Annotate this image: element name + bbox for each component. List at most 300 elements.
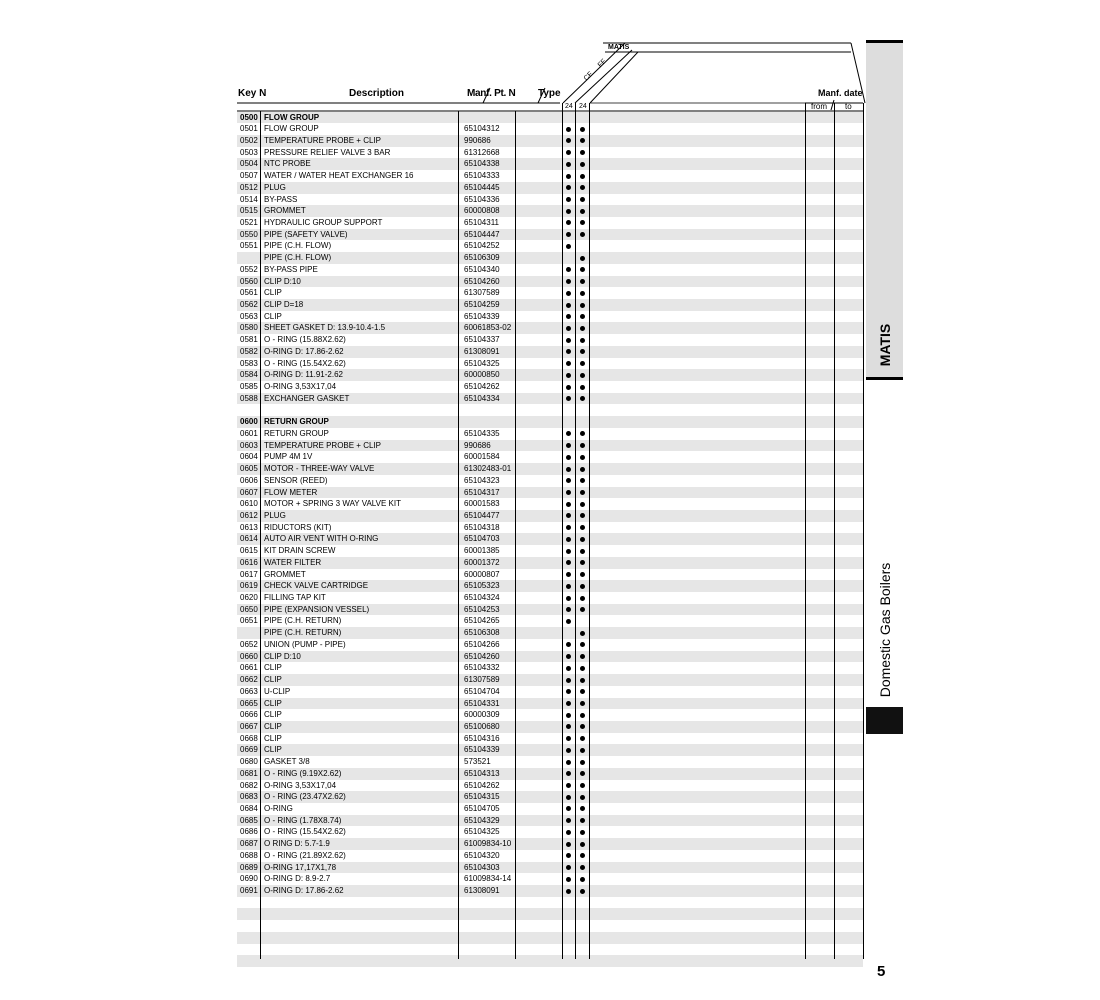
part-number-cell: 60000850 <box>464 370 500 380</box>
key-number-cell: 0501 <box>240 124 258 134</box>
cf-availability-dot <box>566 877 571 882</box>
key-number-cell: 0614 <box>240 534 258 544</box>
key-number-cell: 0690 <box>240 874 258 884</box>
key-number-cell: 0560 <box>240 276 258 286</box>
part-number-cell: 61308091 <box>464 346 500 356</box>
description-cell: NTC PROBE <box>264 159 311 169</box>
cf-availability-dot <box>566 326 571 331</box>
cf-availability-dot <box>566 760 571 765</box>
cf-availability-dot <box>566 537 571 542</box>
cf-sub-header: 24 <box>565 103 573 110</box>
description-cell: KIT DRAIN SCREW <box>264 546 336 556</box>
ff-availability-dot <box>580 162 585 167</box>
part-number-cell: 60000808 <box>464 206 500 216</box>
ff-availability-dot <box>580 537 585 542</box>
row-stripe <box>237 698 863 710</box>
cf-availability-dot <box>566 795 571 800</box>
ff-availability-dot <box>580 326 585 331</box>
row-stripe <box>237 908 863 920</box>
cf-availability-dot <box>566 244 571 249</box>
key-number-cell: 0514 <box>240 194 258 204</box>
ff-availability-dot <box>580 842 585 847</box>
description-cell: O - RING (23.47X2.62) <box>264 792 346 802</box>
key-number-cell: 0582 <box>240 346 258 356</box>
part-number-cell: 65104332 <box>464 663 500 673</box>
type-column-header: Type <box>538 88 561 99</box>
key-number-cell: 0616 <box>240 557 258 567</box>
part-number-cell: 65104325 <box>464 827 500 837</box>
key-number-cell: 0667 <box>240 721 258 731</box>
key-column-header: Key N <box>238 88 267 99</box>
row-stripe <box>237 276 863 288</box>
part-number-cell: 65100680 <box>464 721 500 731</box>
column-divider <box>562 103 563 959</box>
category-label-wrap <box>866 560 903 700</box>
cf-availability-dot <box>566 502 571 507</box>
key-number-cell: 0604 <box>240 452 258 462</box>
description-cell: TEMPERATURE PROBE + CLIP <box>264 440 381 450</box>
part-number-cell: 65104303 <box>464 862 500 872</box>
ff-availability-dot <box>580 502 585 507</box>
part-number-cell: 65106309 <box>464 253 500 263</box>
key-number-cell: 0504 <box>240 159 258 169</box>
part-number-cell: 573521 <box>464 757 491 767</box>
description-cell: CLIP D:10 <box>264 651 301 661</box>
cf-availability-dot <box>566 748 571 753</box>
cf-availability-dot <box>566 209 571 214</box>
part-number-cell: 65104265 <box>464 616 500 626</box>
key-number-cell: 0600 <box>240 417 258 427</box>
category-label: Domestic Gas Boilers <box>876 562 893 698</box>
description-cell: AUTO AIR VENT WITH O-RING <box>264 534 379 544</box>
part-number-cell: 65104311 <box>464 217 499 227</box>
ff-availability-dot <box>580 701 585 706</box>
key-number-cell: 0588 <box>240 393 258 403</box>
description-cell: RETURN GROUP <box>264 417 329 427</box>
cf-availability-dot <box>566 291 571 296</box>
column-divider <box>515 111 516 959</box>
part-number-cell: 65104266 <box>464 639 500 649</box>
description-cell: PIPE (C.H. RETURN) <box>264 616 342 626</box>
key-number-cell: 0521 <box>240 217 258 227</box>
key-number-cell: 0583 <box>240 358 258 368</box>
part-number-cell: 60000807 <box>464 569 500 579</box>
key-number-cell: 0581 <box>240 335 258 345</box>
description-cell: FLOW GROUP <box>264 112 320 122</box>
row-stripe <box>237 721 863 733</box>
part-number-cell: 61302483-01 <box>464 464 512 474</box>
part-number-cell: 65104260 <box>464 276 500 286</box>
key-number-cell: 0512 <box>240 182 258 192</box>
cf-availability-dot <box>566 830 571 835</box>
cf-availability-dot <box>566 385 571 390</box>
key-number-cell: 0680 <box>240 757 258 767</box>
key-number-cell: 0689 <box>240 862 258 872</box>
description-cell: O RING D: 5.7-1.9 <box>264 839 330 849</box>
part-number-cell: 65104333 <box>464 171 500 181</box>
column-divider <box>805 103 806 959</box>
key-number-cell: 0585 <box>240 382 258 392</box>
key-number-cell: 0682 <box>240 780 258 790</box>
part-number-cell: 65104325 <box>464 358 500 368</box>
part-number-cell: 60061853-02 <box>464 323 512 333</box>
description-cell: O - RING (15.88X2.62) <box>264 335 346 345</box>
description-cell: CLIP <box>264 698 282 708</box>
part-number-cell: 65104313 <box>464 768 500 778</box>
ff-availability-dot <box>580 748 585 753</box>
description-cell: O - RING (15.54X2.62) <box>264 358 346 368</box>
ff-availability-dot <box>580 678 585 683</box>
part-number-cell: 65104336 <box>464 194 500 204</box>
description-cell: PUMP 4M 1V <box>264 452 313 462</box>
key-number-cell: 0605 <box>240 464 258 474</box>
part-number-cell: 60001372 <box>464 557 500 567</box>
ff-availability-dot <box>580 385 585 390</box>
description-cell: FLOW GROUP <box>264 124 319 134</box>
row-stripe <box>237 416 863 428</box>
part-number-cell: 65104318 <box>464 522 500 532</box>
cf-availability-dot <box>566 303 571 308</box>
row-stripe <box>237 744 863 756</box>
column-divider <box>458 111 459 959</box>
description-cell: MOTOR + SPRING 3 WAY VALVE KIT <box>264 499 401 509</box>
description-cell: SHEET GASKET D: 13.9-10.4-1.5 <box>264 323 386 333</box>
description-cell: O-RING D: 8.9-2.7 <box>264 874 331 884</box>
ff-availability-dot <box>580 889 585 894</box>
part-number-cell: 60000309 <box>464 710 500 720</box>
ff-availability-dot <box>580 174 585 179</box>
part-number-cell: 65104252 <box>464 241 500 251</box>
description-cell: O-RING 3,53X17,04 <box>264 382 337 392</box>
column-divider <box>589 103 590 959</box>
ff-availability-dot <box>580 795 585 800</box>
column-divider <box>575 103 576 959</box>
cf-availability-dot <box>566 666 571 671</box>
description-cell: PIPE (SAFETY VALVE) <box>264 229 348 239</box>
key-number-cell: 0685 <box>240 815 258 825</box>
key-number-cell: 0563 <box>240 311 258 321</box>
part-number-cell: 65104339 <box>464 311 500 321</box>
description-cell: RETURN GROUP <box>264 428 329 438</box>
key-number-cell: 0606 <box>240 475 258 485</box>
part-number-cell: 60001583 <box>464 499 500 509</box>
description-cell: TEMPERATURE PROBE + CLIP <box>264 135 381 145</box>
description-cell: PIPE (C.H. FLOW) <box>264 253 332 263</box>
description-cell: BY-PASS PIPE <box>264 264 318 274</box>
key-number-cell: 0661 <box>240 663 258 673</box>
part-number-cell: 65104262 <box>464 780 500 790</box>
ff-sub-header: 24 <box>579 103 587 110</box>
ff-availability-dot <box>580 713 585 718</box>
part-number-cell: 65104445 <box>464 182 500 192</box>
part-number-cell: 65105323 <box>464 581 500 591</box>
ff-availability-dot <box>580 666 585 671</box>
column-divider <box>863 103 864 959</box>
description-cell: FLOW METER <box>264 487 318 497</box>
cf-availability-dot <box>566 713 571 718</box>
side-tab-top-rule <box>866 40 903 43</box>
part-number-cell: 65104329 <box>464 815 500 825</box>
ff-availability-dot <box>580 760 585 765</box>
part-number-cell: 65104334 <box>464 393 500 403</box>
key-number-cell: 0607 <box>240 487 258 497</box>
description-cell: WATER / WATER HEAT EXCHANGER 16 <box>264 171 414 181</box>
description-cell: O-RING 3,53X17,04 <box>264 780 337 790</box>
row-stripe <box>237 838 863 850</box>
part-number-column-header: Manf. Pt. N <box>467 88 516 99</box>
key-number-cell: 0551 <box>240 241 258 251</box>
ff-availability-dot <box>580 584 585 589</box>
description-cell: GROMMET <box>264 569 306 579</box>
key-number-cell: 0652 <box>240 639 258 649</box>
part-number-cell: 65104253 <box>464 604 500 614</box>
part-number-cell: 990686 <box>464 440 491 450</box>
ff-availability-dot <box>580 373 585 378</box>
key-number-cell: 0668 <box>240 733 258 743</box>
key-number-cell: 0620 <box>240 593 258 603</box>
row-stripe <box>237 674 863 686</box>
description-cell: CLIP D=18 <box>264 300 304 310</box>
key-number-cell: 0683 <box>240 792 258 802</box>
part-number-cell: 65104324 <box>464 593 500 603</box>
key-number-cell: 0662 <box>240 675 258 685</box>
key-number-cell: 0619 <box>240 581 258 591</box>
model-side-label-wrap <box>866 300 903 390</box>
row-stripe <box>237 158 863 170</box>
description-cell: O - RING (21.89X2.62) <box>264 850 346 860</box>
cf-availability-dot <box>566 596 571 601</box>
part-number-cell: 65104315 <box>464 792 500 802</box>
description-cell: WATER FILTER <box>264 557 322 567</box>
part-number-cell: 61009834-14 <box>464 874 512 884</box>
part-number-cell: 65104477 <box>464 510 500 520</box>
description-column-header: Description <box>349 88 405 99</box>
description-cell: CLIP <box>264 288 282 298</box>
key-number-cell: 0610 <box>240 499 258 509</box>
key-number-cell: 0500 <box>240 112 258 122</box>
part-number-cell: 65106308 <box>464 628 500 638</box>
cf-header: CF <box>582 70 595 83</box>
key-number-cell: 0503 <box>240 147 258 157</box>
ff-availability-dot <box>580 197 585 202</box>
key-number-cell: 0507 <box>240 171 258 181</box>
description-cell: O-RING <box>264 803 293 813</box>
cf-availability-dot <box>566 455 571 460</box>
part-number-cell: 61307589 <box>464 288 500 298</box>
cf-availability-dot <box>566 701 571 706</box>
key-number-cell: 0601 <box>240 428 258 438</box>
part-number-cell: 65104312 <box>464 124 500 134</box>
part-number-cell: 65104704 <box>464 686 500 696</box>
row-stripe <box>237 112 863 124</box>
row-stripe <box>237 205 863 217</box>
description-cell: U-CLIP <box>264 686 291 696</box>
ff-availability-dot <box>580 549 585 554</box>
key-number-cell: 0660 <box>240 651 258 661</box>
part-number-cell: 65104260 <box>464 651 500 661</box>
part-number-cell: 65104338 <box>464 159 500 169</box>
description-cell: O-RING D: 11.91-2.62 <box>264 370 343 380</box>
row-stripe <box>237 182 863 194</box>
part-number-cell: 65104705 <box>464 803 500 813</box>
description-cell: O - RING (1.78X8.74) <box>264 815 342 825</box>
description-cell: MOTOR - THREE-WAY VALVE <box>264 464 375 474</box>
row-stripe <box>237 955 863 967</box>
description-cell: SENSOR (REED) <box>264 475 328 485</box>
column-divider <box>260 111 261 959</box>
key-number-cell: 0665 <box>240 698 258 708</box>
cf-availability-dot <box>566 619 571 624</box>
ff-availability-dot <box>580 303 585 308</box>
key-number-cell: 0603 <box>240 440 258 450</box>
cf-availability-dot <box>566 678 571 683</box>
part-number-cell: 65104317 <box>464 487 500 497</box>
description-cell: CLIP <box>264 663 282 673</box>
part-number-cell: 65104340 <box>464 264 500 274</box>
part-number-cell: 65104316 <box>464 733 500 743</box>
description-cell: EXCHANGER GASKET <box>264 393 350 403</box>
ff-availability-dot <box>580 490 585 495</box>
description-cell: CLIP <box>264 733 282 743</box>
part-number-cell: 65104331 <box>464 698 500 708</box>
ff-availability-dot <box>580 596 585 601</box>
description-cell: CHECK VALVE CARTRIDGE <box>264 581 369 591</box>
model-header: MATIS <box>608 44 630 51</box>
cf-availability-dot <box>566 889 571 894</box>
section-marker-block <box>866 707 903 734</box>
part-number-cell: 65104339 <box>464 745 500 755</box>
page-number: 5 <box>877 963 886 980</box>
part-number-cell: 61009834-10 <box>464 839 512 849</box>
ff-availability-dot <box>580 291 585 296</box>
key-number-cell: 0612 <box>240 510 258 520</box>
cf-availability-dot <box>566 549 571 554</box>
key-number-cell: 0669 <box>240 745 258 755</box>
key-number-cell: 0651 <box>240 616 258 626</box>
cf-availability-dot <box>566 338 571 343</box>
part-number-cell: 61308091 <box>464 886 500 896</box>
description-cell: FILLING TAP KIT <box>264 593 326 603</box>
row-stripe <box>237 510 863 522</box>
description-cell: O-RING 17,17X1,78 <box>264 862 337 872</box>
key-number-cell: 0650 <box>240 604 258 614</box>
part-number-cell: 65104335 <box>464 428 500 438</box>
description-cell: CLIP <box>264 721 282 731</box>
description-cell: PRESSURE RELIEF VALVE 3 BAR <box>264 147 391 157</box>
cf-availability-dot <box>566 127 571 132</box>
description-cell: CLIP D:10 <box>264 276 301 286</box>
part-number-cell: 65104262 <box>464 382 500 392</box>
part-number-cell: 60001385 <box>464 546 500 556</box>
cf-availability-dot <box>566 842 571 847</box>
part-number-cell: 61312668 <box>464 147 500 157</box>
key-number-cell: 0615 <box>240 546 258 556</box>
ff-availability-dot <box>580 455 585 460</box>
description-cell: O - RING (9.19X2.62) <box>264 768 342 778</box>
ff-availability-dot <box>580 127 585 132</box>
description-cell: CLIP <box>264 675 282 685</box>
cf-availability-dot <box>566 584 571 589</box>
row-stripe <box>237 487 863 499</box>
description-cell: GROMMET <box>264 206 306 216</box>
description-cell: UNION (PUMP - PIPE) <box>264 639 346 649</box>
key-number-cell: 0561 <box>240 288 258 298</box>
part-number-cell: 65104323 <box>464 475 500 485</box>
key-number-cell: 0584 <box>240 370 258 380</box>
cf-availability-dot <box>566 490 571 495</box>
row-stripe <box>237 557 863 569</box>
description-cell: O-RING D: 17.86-2.62 <box>264 346 344 356</box>
cf-availability-dot <box>566 373 571 378</box>
part-number-cell: 65104703 <box>464 534 500 544</box>
manf-date-header: Manf. date <box>818 88 863 98</box>
cf-availability-dot <box>566 783 571 788</box>
ff-availability-dot <box>580 830 585 835</box>
ff-availability-dot <box>580 256 585 261</box>
ff-header: FF <box>596 57 608 70</box>
description-cell: HYDRAULIC GROUP SUPPORT <box>264 217 383 227</box>
part-number-cell: 61307589 <box>464 675 500 685</box>
to-header: to <box>845 102 852 111</box>
ff-availability-dot <box>580 783 585 788</box>
part-number-cell: 990686 <box>464 135 491 145</box>
key-number-cell: 0515 <box>240 206 258 216</box>
row-stripe <box>237 299 863 311</box>
cf-availability-dot <box>566 162 571 167</box>
key-number-cell: 0502 <box>240 135 258 145</box>
key-number-cell: 0613 <box>240 522 258 532</box>
key-number-cell: 0617 <box>240 569 258 579</box>
key-number-cell: 0686 <box>240 827 258 837</box>
key-number-cell: 0687 <box>240 839 258 849</box>
key-number-cell: 0580 <box>240 323 258 333</box>
description-cell: PLUG <box>264 182 286 192</box>
description-cell: RIDUCTORS (KIT) <box>264 522 332 532</box>
key-number-cell: 0691 <box>240 886 258 896</box>
key-number-cell: 0562 <box>240 300 258 310</box>
description-cell: CLIP <box>264 745 282 755</box>
key-number-cell: 0552 <box>240 264 258 274</box>
ff-availability-dot <box>580 467 585 472</box>
ff-availability-dot <box>580 877 585 882</box>
row-stripe <box>237 651 863 663</box>
description-cell: PLUG <box>264 510 286 520</box>
part-number-cell: 65104337 <box>464 335 500 345</box>
description-cell: PIPE (C.H. RETURN) <box>264 628 342 638</box>
cf-availability-dot <box>566 174 571 179</box>
key-number-cell: 0666 <box>240 710 258 720</box>
cf-availability-dot <box>566 467 571 472</box>
key-number-cell: 0688 <box>240 850 258 860</box>
key-number-cell: 0681 <box>240 768 258 778</box>
key-number-cell: 0550 <box>240 229 258 239</box>
description-cell: CLIP <box>264 311 282 321</box>
from-header: from <box>811 102 827 111</box>
cf-availability-dot <box>566 197 571 202</box>
column-divider <box>834 103 835 959</box>
description-cell: PIPE (EXPANSION VESSEL) <box>264 604 370 614</box>
part-number-cell: 60001584 <box>464 452 500 462</box>
description-cell: CLIP <box>264 710 282 720</box>
description-cell: PIPE (C.H. FLOW) <box>264 241 332 251</box>
key-number-cell: 0663 <box>240 686 258 696</box>
row-stripe <box>237 932 863 944</box>
part-number-cell: 65104447 <box>464 229 500 239</box>
ff-availability-dot <box>580 631 585 636</box>
description-cell: O-RING D: 17.86-2.62 <box>264 886 344 896</box>
ff-availability-dot <box>580 209 585 214</box>
description-cell: GASKET 3/8 <box>264 757 310 767</box>
